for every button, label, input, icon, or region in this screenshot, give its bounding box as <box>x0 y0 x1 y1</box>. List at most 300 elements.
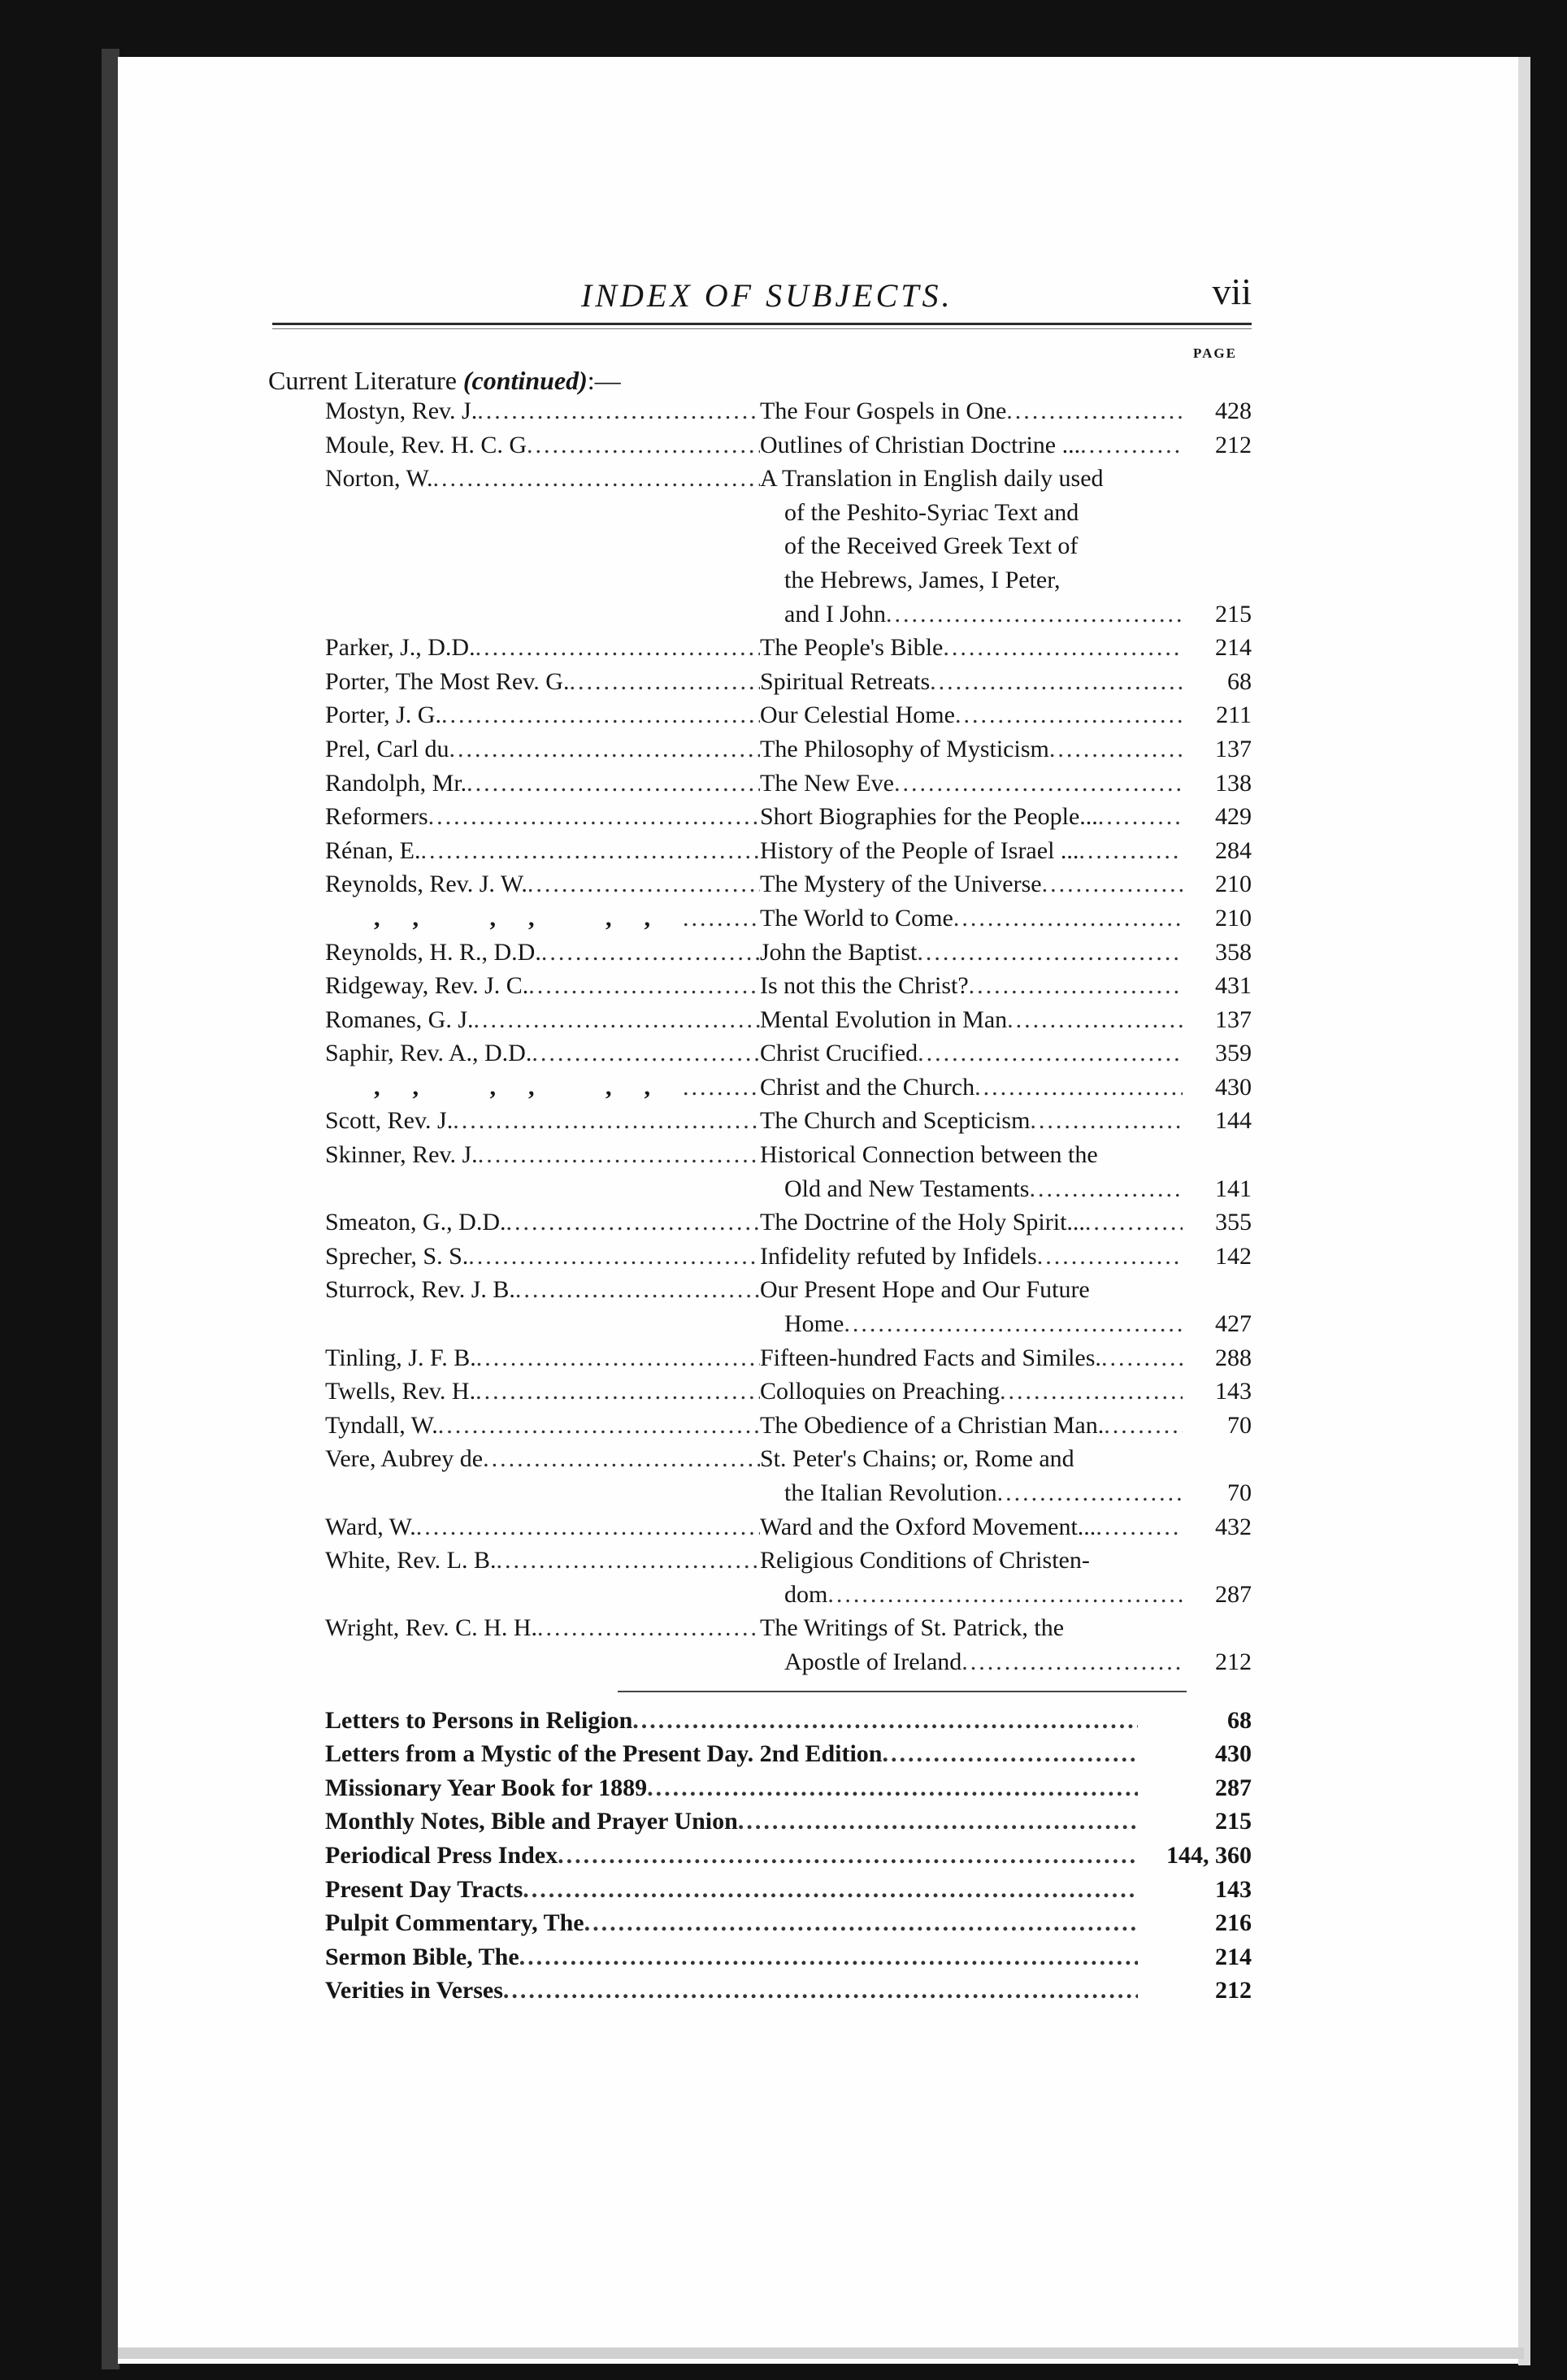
leader-dots <box>1096 1510 1183 1544</box>
entry-title-continuation-text: the Hebrews, James, I Peter, <box>784 566 1061 593</box>
index-entry <box>325 665 1252 699</box>
entry-author-text: Tinling, J. F. B. <box>325 1344 476 1371</box>
entry-page-number: 432 <box>1215 1513 1252 1540</box>
leader-dots <box>558 1839 1138 1873</box>
index-entry <box>325 1611 1252 1679</box>
running-header <box>272 267 1252 324</box>
entry-title <box>760 631 1183 665</box>
index-entry <box>325 1071 1252 1105</box>
entry-author-text: Norton, W. <box>325 465 433 493</box>
section-heading <box>268 366 621 396</box>
page-column-label: PAGE <box>1193 345 1237 361</box>
index-entry-line <box>325 1036 1252 1071</box>
leader-dots <box>476 1341 760 1375</box>
entry-author <box>325 631 760 665</box>
entry-author <box>325 1138 760 1172</box>
entry-title-continuation <box>760 597 1183 632</box>
entry-title-text: Letters from a Mystic of the Present Day. 2nd Edition <box>325 1740 883 1768</box>
entry-page-number: 430 <box>1215 1740 1252 1768</box>
entry-title-text: Present Day Tracts <box>325 1875 523 1903</box>
section-heading-suffix: :— <box>587 366 621 395</box>
entry-author <box>325 901 760 936</box>
index-entry-line <box>325 1940 1252 1974</box>
index-entry <box>325 698 1252 732</box>
index-entry <box>325 1036 1252 1071</box>
index-entry-line <box>325 1341 1252 1375</box>
entry-title-continuation-text: and I John <box>784 600 886 628</box>
entry-title <box>760 1205 1183 1240</box>
entry-author <box>325 767 760 801</box>
index-entry <box>325 631 1252 665</box>
entry-author-text: Rénan, E. <box>325 836 421 864</box>
entry-title <box>760 1510 1183 1544</box>
entry-title <box>325 1805 1138 1839</box>
leader-dots <box>1029 1172 1183 1206</box>
entry-page-number: 212 <box>1215 1977 1252 2004</box>
entry-title-text: The Mystery of the Universe <box>760 871 1042 898</box>
entry-title-text: St. Peter's Chains; or, Rome and <box>760 1445 1074 1473</box>
entry-author-text: Ridgeway, Rev. J. C. <box>325 972 529 1000</box>
index-entry <box>325 1205 1252 1240</box>
entry-author <box>325 867 760 901</box>
entry-title-text: Colloquies on Preaching <box>760 1378 1000 1405</box>
entry-page-number: 215 <box>1215 600 1252 628</box>
entry-title <box>760 901 1183 936</box>
leader-dots <box>683 1071 760 1105</box>
section-heading-text: Current Literature <box>268 366 463 395</box>
entry-author-text: ,, ,, ,, <box>374 1073 683 1101</box>
entry-author <box>325 698 760 732</box>
entry-author <box>325 732 760 767</box>
leader-dots <box>523 1873 1138 1907</box>
leader-dots <box>1049 732 1183 767</box>
index-entry-line <box>325 631 1252 665</box>
entry-title-text: Religious Conditions of Christen- <box>760 1547 1090 1574</box>
leader-dots <box>894 767 1183 801</box>
leader-dots <box>943 631 1183 665</box>
entry-page-number: 214 <box>1215 634 1252 662</box>
leader-dots <box>1104 1409 1183 1443</box>
entry-title <box>760 834 1183 868</box>
leader-dots <box>1037 1240 1183 1274</box>
entry-author-text: Twells, Rev. H. <box>325 1378 476 1405</box>
author-entries <box>325 394 1252 1679</box>
index-entry-line <box>325 1737 1252 1771</box>
entry-page-number: 144 <box>1215 1107 1252 1135</box>
entry-author <box>325 665 760 699</box>
entry-page-number: 141 <box>1215 1175 1252 1202</box>
leader-dots <box>420 834 760 868</box>
entry-author <box>325 1036 760 1071</box>
entry-page-number: 143 <box>1215 1875 1252 1903</box>
leader-dots <box>953 901 1183 936</box>
entry-page-number: 144, 360 <box>1166 1841 1252 1869</box>
entry-page-number: 211 <box>1216 701 1252 729</box>
entry-author <box>325 936 760 970</box>
entry-page-number: 359 <box>1215 1040 1252 1067</box>
index-entry-line <box>325 1138 1252 1172</box>
leader-dots <box>527 428 760 463</box>
entry-title <box>760 1104 1183 1138</box>
entry-title <box>760 800 1183 834</box>
entry-author <box>325 1442 760 1476</box>
index-entry-line <box>325 1906 1252 1940</box>
index-entry-line <box>325 1375 1252 1409</box>
entry-title-text: The Church and Scepticism <box>760 1107 1031 1135</box>
index-entry <box>325 901 1252 936</box>
index-entry <box>325 1442 1252 1509</box>
book-binding <box>102 49 119 2369</box>
entry-page-number: 216 <box>1215 1909 1252 1937</box>
entry-title-text: Fifteen-hundred Facts and Similes. <box>760 1344 1101 1371</box>
leader-dots <box>1080 428 1183 463</box>
entry-title-text: The Four Gospels in One <box>760 397 1007 424</box>
entry-page-number: 68 <box>1227 667 1252 695</box>
entry-author-text: Smeaton, G., D.D. <box>325 1209 506 1236</box>
index-entry-line <box>325 1704 1252 1738</box>
leader-dots <box>827 1578 1183 1612</box>
entry-author <box>325 1611 760 1645</box>
entry-title <box>325 1906 1138 1940</box>
entry-page-number: 142 <box>1215 1242 1252 1270</box>
entry-title-text: Letters to Persons in Religion <box>325 1706 633 1734</box>
entry-page-number: 358 <box>1215 938 1252 966</box>
entry-title-text: Monthly Notes, Bible and Prayer Union <box>325 1808 738 1835</box>
index-entry-line <box>325 800 1252 834</box>
index-entry-line <box>325 1273 1252 1307</box>
entry-title-continuation <box>760 496 1183 530</box>
entry-author <box>325 462 760 496</box>
entry-author-text: Wright, Rev. C. H. H. <box>325 1614 537 1642</box>
entry-author-text: Tyndall, W. <box>325 1411 438 1439</box>
leader-dots <box>974 1071 1183 1105</box>
entry-author-text: Scott, Rev. J. <box>325 1107 454 1135</box>
entry-author-text: Ward, W. <box>325 1513 416 1540</box>
entry-author-text: White, Rev. L. B. <box>325 1547 497 1574</box>
entry-title <box>760 1409 1183 1443</box>
index-entry-line <box>325 1104 1252 1138</box>
entry-author-text: Moule, Rev. H. C. G <box>325 431 527 458</box>
leader-dots <box>515 1273 760 1307</box>
entry-title <box>760 969 1183 1003</box>
entry-page-number: 355 <box>1215 1209 1252 1236</box>
entry-title-text: History of the People of Israel ... <box>760 836 1079 864</box>
index-entry-line <box>325 1205 1252 1240</box>
index-entry-line <box>325 428 1252 463</box>
entry-author-text: Sturrock, Rev. J. B. <box>325 1276 515 1304</box>
index-entry-line <box>325 767 1252 801</box>
leader-dots <box>738 1805 1138 1839</box>
entry-author <box>325 1510 760 1544</box>
entry-title-text: A Translation in English daily used <box>760 465 1104 493</box>
entry-author-text: Reynolds, Rev. J. W. <box>325 871 527 898</box>
entry-title <box>325 1940 1138 1974</box>
leader-dots <box>468 1240 760 1274</box>
leader-dots <box>1079 834 1183 868</box>
leader-dots <box>584 1906 1138 1940</box>
entry-title-text: John the Baptist <box>760 938 918 966</box>
leader-dots <box>886 597 1183 632</box>
leader-dots <box>438 1409 760 1443</box>
entry-page-number: 429 <box>1215 803 1252 831</box>
index-entry <box>325 969 1252 1003</box>
entry-title-continuation <box>760 563 1183 597</box>
leader-dots <box>882 1737 1138 1771</box>
entry-author <box>325 1409 760 1443</box>
index-entry-line <box>325 1510 1252 1544</box>
entry-title-continuation-text: the Italian Revolution <box>784 1479 997 1506</box>
entry-page-number: 214 <box>1215 1943 1252 1970</box>
index-entry-continuation <box>325 563 1252 597</box>
entry-title-text: The World to Come <box>760 904 953 932</box>
leader-dots <box>683 901 760 936</box>
entry-page-number: 137 <box>1215 1005 1252 1033</box>
entry-title <box>760 428 1183 463</box>
leader-dots <box>569 665 760 699</box>
other-entries <box>325 1704 1252 2008</box>
leader-dots <box>477 394 760 428</box>
leader-dots <box>1042 867 1183 901</box>
entry-author <box>325 1341 760 1375</box>
index-entry-line <box>325 936 1252 970</box>
leader-dots <box>917 936 1183 970</box>
entry-title-text: The Doctrine of the Holy Spirit... <box>760 1209 1085 1236</box>
index-list <box>325 394 1252 2008</box>
entry-page-number: 70 <box>1227 1479 1252 1506</box>
index-entry <box>325 767 1252 801</box>
entry-title <box>760 1375 1183 1409</box>
entry-title-continuation <box>760 1172 1183 1206</box>
entry-author <box>325 1273 760 1307</box>
entry-title-continuation <box>760 529 1183 563</box>
entry-page-number: 137 <box>1215 735 1252 762</box>
entry-title-text: The Writings of St. Patrick, the <box>760 1614 1065 1642</box>
entry-page-number: 428 <box>1215 397 1252 424</box>
entry-title-text: Infidelity refuted by Infidels <box>760 1242 1037 1270</box>
entry-title-continuation-text: Apostle of Ireland <box>784 1648 962 1675</box>
index-entry <box>325 1240 1252 1274</box>
index-entry-continuation <box>325 529 1252 563</box>
entry-author <box>325 1104 760 1138</box>
leader-dots <box>1101 1341 1183 1375</box>
page-edge-bottom <box>118 2347 1524 2359</box>
entry-title-text: The Philosophy of Mysticism <box>760 735 1049 762</box>
index-entry <box>325 1375 1252 1409</box>
leader-dots <box>969 969 1183 1003</box>
entry-title <box>760 462 1183 496</box>
entry-author-text: Mostyn, Rev. J. <box>325 397 478 424</box>
index-entry <box>325 1138 1252 1205</box>
entry-author <box>325 1071 760 1105</box>
index-entry-continuation <box>325 1645 1252 1679</box>
entry-title <box>325 1704 1138 1738</box>
leader-dots <box>483 1442 760 1476</box>
entry-title <box>760 1341 1183 1375</box>
entry-title-text: Christ and the Church <box>760 1073 975 1101</box>
index-entry-line <box>325 1873 1252 1907</box>
entry-author <box>325 800 760 834</box>
entry-title <box>760 732 1183 767</box>
index-entry <box>325 1409 1252 1443</box>
leader-dots <box>416 1510 760 1544</box>
entry-author-text: Prel, Carl du <box>325 735 449 762</box>
leader-dots <box>519 1940 1138 1974</box>
leader-dots <box>528 969 760 1003</box>
entry-page-number: 212 <box>1215 1648 1252 1675</box>
header-rule-thin <box>272 328 1252 329</box>
entry-title-continuation <box>760 1307 1183 1341</box>
entry-page-number: 287 <box>1215 1774 1252 1801</box>
index-entry-line <box>325 698 1252 732</box>
entry-title <box>760 936 1183 970</box>
leader-dots <box>475 1375 760 1409</box>
entry-title-text: The Obedience of a Christian Man. <box>760 1411 1105 1439</box>
leader-dots <box>1085 1205 1183 1240</box>
running-title: INDEX OF SUBJECTS. <box>581 277 953 314</box>
entry-page-number: 284 <box>1215 836 1252 864</box>
leader-dots <box>474 1003 761 1037</box>
leader-dots <box>930 665 1183 699</box>
leader-dots <box>478 1138 760 1172</box>
index-entry <box>325 1273 1252 1340</box>
entry-page-number: 427 <box>1215 1310 1252 1338</box>
leader-dots <box>449 732 760 767</box>
entry-title-continuation-text: Home <box>784 1310 844 1338</box>
entry-title-text: Verities in Verses <box>325 1977 503 2004</box>
index-entry-line <box>325 969 1252 1003</box>
index-entry-line <box>325 1003 1252 1037</box>
entry-page-number: 143 <box>1215 1378 1252 1405</box>
index-entry-line <box>325 1240 1252 1274</box>
entry-title <box>325 1873 1138 1907</box>
entry-author <box>325 1205 760 1240</box>
index-entry-line <box>325 1071 1252 1105</box>
index-entry <box>325 936 1252 970</box>
leader-dots <box>527 867 760 901</box>
entry-title-text: Short Biographies for the People... <box>760 803 1098 831</box>
leader-dots <box>918 1036 1183 1071</box>
entry-title-text: Our Celestial Home <box>760 701 955 729</box>
index-entry-line <box>325 1839 1252 1873</box>
index-entry-line <box>325 1974 1252 2008</box>
leader-dots <box>506 1205 760 1240</box>
index-entry-line <box>325 665 1252 699</box>
page-number: vii <box>1212 271 1252 312</box>
index-entry-line <box>325 867 1252 901</box>
entry-title-text: The People's Bible <box>760 634 944 662</box>
entry-title <box>325 1771 1138 1805</box>
entry-title <box>760 1071 1183 1105</box>
entry-title-text: Ward and the Oxford Movement... <box>760 1513 1096 1540</box>
entry-title-continuation <box>760 1476 1183 1510</box>
entry-page-number: 212 <box>1215 431 1252 458</box>
entry-title-continuation-text: dom <box>784 1580 828 1608</box>
leader-dots <box>1006 394 1183 428</box>
entry-title-continuation <box>760 1578 1183 1612</box>
leader-dots <box>647 1771 1138 1805</box>
index-entry-line <box>325 1544 1252 1578</box>
index-entry-line <box>325 394 1252 428</box>
index-entry <box>325 1510 1252 1544</box>
leader-dots <box>1098 800 1183 834</box>
entry-title-text: Missionary Year Book for 1889 <box>325 1774 648 1801</box>
entry-title <box>760 1442 1183 1476</box>
entry-title <box>760 1036 1183 1071</box>
leader-dots <box>955 698 1183 732</box>
index-entry-continuation <box>325 1172 1252 1206</box>
entry-author <box>325 1544 760 1578</box>
index-entry <box>325 428 1252 463</box>
index-entry-line <box>325 732 1252 767</box>
index-entry-line <box>325 834 1252 868</box>
entry-author-text: Parker, J., D.D. <box>325 634 475 662</box>
entry-page-number: 431 <box>1215 972 1252 1000</box>
index-entry <box>325 1544 1252 1611</box>
index-entry-line <box>325 1442 1252 1476</box>
entry-page-number: 287 <box>1215 1580 1252 1608</box>
entry-author-text: Skinner, Rev. J. <box>325 1141 478 1169</box>
leader-dots <box>632 1704 1138 1738</box>
entry-title <box>325 1974 1138 2008</box>
entry-title <box>760 1273 1183 1307</box>
index-entry-continuation <box>325 1307 1252 1341</box>
entry-page-number: 210 <box>1215 904 1252 932</box>
entry-title-continuation-text: of the Peshito-Syriac Text and <box>784 498 1079 526</box>
page-edge-right <box>1518 57 1530 2365</box>
index-entry <box>325 800 1252 834</box>
index-entry-continuation <box>325 496 1252 530</box>
entry-page-number: 138 <box>1215 769 1252 797</box>
entry-title <box>325 1737 1138 1771</box>
entry-title-text: Outlines of Christian Doctrine ... <box>760 431 1081 458</box>
entry-author-text: Porter, J. G. <box>325 701 441 729</box>
index-entry <box>325 834 1252 868</box>
entry-author <box>325 834 760 868</box>
entry-title <box>760 665 1183 699</box>
index-entry <box>325 1341 1252 1375</box>
entry-author-text: Saphir, Rev. A., D.D. <box>325 1040 532 1067</box>
index-entry <box>325 394 1252 428</box>
leader-dots <box>541 936 760 970</box>
leader-dots <box>844 1307 1183 1341</box>
entry-title-text: Our Present Hope and Our Future <box>760 1276 1090 1304</box>
index-entry <box>325 1003 1252 1037</box>
index-entry <box>325 732 1252 767</box>
entry-author-text: ,, ,, ,, <box>374 904 683 932</box>
leader-dots <box>467 767 760 801</box>
entry-title <box>760 767 1183 801</box>
leader-dots <box>537 1611 760 1645</box>
leader-dots <box>1030 1104 1183 1138</box>
index-entry-continuation <box>325 1476 1252 1510</box>
index-entry-line <box>325 1611 1252 1645</box>
entry-author <box>325 1240 760 1274</box>
entry-page-number: 288 <box>1215 1344 1252 1371</box>
entry-page-number: 430 <box>1215 1073 1252 1101</box>
entry-title <box>325 1839 1138 1873</box>
leader-dots <box>475 631 760 665</box>
index-entry <box>325 462 1252 631</box>
entry-title <box>760 394 1183 428</box>
entry-author-text: Vere, Aubrey de <box>325 1445 484 1473</box>
entry-title <box>760 1240 1183 1274</box>
section-heading-continued: (continued) <box>462 366 588 395</box>
leader-dots <box>1000 1375 1183 1409</box>
leader-dots <box>453 1104 760 1138</box>
index-entry-line <box>325 1409 1252 1443</box>
index-entry <box>325 867 1252 901</box>
entry-title-text: Spiritual Retreats <box>760 667 931 695</box>
